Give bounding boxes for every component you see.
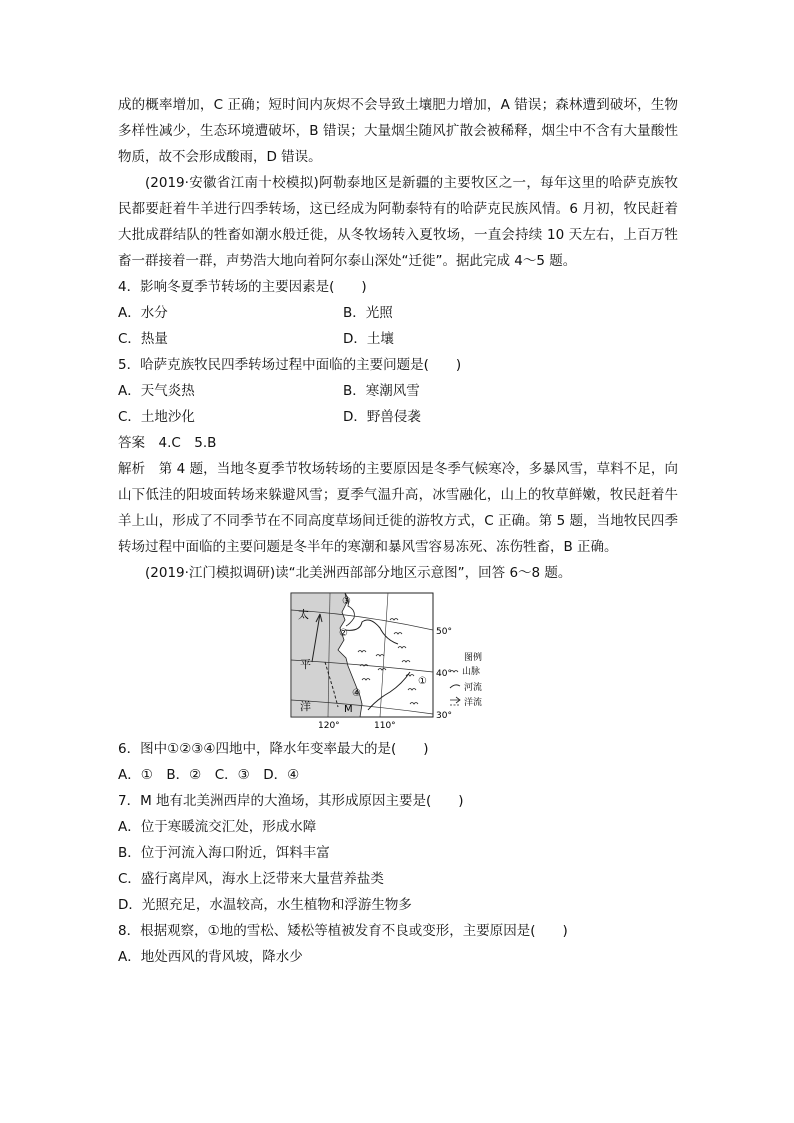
q5-option-b: B．寒潮风雪 (343, 383, 420, 399)
legend-river: 河流 (464, 683, 483, 693)
legend-title: 图例 (464, 653, 483, 663)
q5-options-row1 (118, 378, 678, 404)
lon-label-110: 110° (374, 721, 396, 730)
q5-stem: 5．哈萨克族牧民四季转场过程中面临的主要问题是( ) (118, 357, 462, 373)
q6-options: A．① B．② C．③ D．④ (118, 767, 300, 783)
q5-option-a: A．天气炎热 (118, 383, 195, 399)
q8-option-a: A．地处西风的背风坡，降水少 (118, 949, 303, 965)
q5-option-c: C．土地沙化 (118, 409, 195, 425)
q4-option-c: C．热量 (118, 331, 168, 347)
q7-option-d: D．光照充足，水温较高，水生植物和浮游生物多 (118, 897, 412, 913)
q7-option-b: B．位于河流入海口附近，饵料丰富 (118, 845, 330, 861)
q6-stem: 6．图中①②③④四地中，降水年变率最大的是( ) (118, 741, 429, 757)
document-page (118, 92, 678, 970)
lon-label-120: 120° (318, 721, 340, 730)
map-svg (290, 592, 510, 730)
lat-label-30: 30° (436, 711, 452, 721)
ocean-char-3: 洋 (300, 700, 311, 713)
q7-option-a: A．位于寒暖流交汇处，形成水障 (118, 819, 317, 835)
legend-river-icon (450, 685, 460, 688)
lat-label-40: 40° (436, 669, 452, 679)
q4-option-a: A．水分 (118, 305, 168, 321)
q5-option-d: D．野兽侵袭 (343, 409, 421, 425)
legend-current: 洋流 (464, 698, 483, 708)
intro-paragraph: 成的概率增加，C 正确；短时间内灰烬不会导致土壤肥力增加，A 错误；森林遭到破坏，生物多样性减少，生态环境遭破坏，B 错误；大量烟尘随风扩散会被稀释，烟尘中不含有大量酸性物质，故不会形成酸雨，D 错误。 (118, 97, 678, 165)
q4-options-row2 (118, 326, 678, 352)
q4-options-row1 (118, 300, 678, 326)
point-2: ② (339, 628, 348, 639)
ocean-char-2: 平 (300, 658, 311, 671)
point-4: ④ (352, 688, 361, 699)
legend-current-icon (450, 697, 460, 703)
lat-label-50: 50° (436, 627, 452, 637)
q8-stem: 8．根据观察，①地的雪松、矮松等植被发育不良或变形，主要原因是( ) (118, 923, 568, 939)
answer-line: 答案 4.C 5.B (118, 435, 217, 451)
material-1: (2019·安徽省江南十校模拟)阿勒泰地区是新疆的主要牧区之一，每年这里的哈萨克族牧民都要赶着牛羊进行四季转场，这已经成为阿勒泰特有的哈萨克民族风情。6 月初，牧民赶着大批成群结队的牲畜如潮水般迁徙，从冬牧场转入夏牧场，一直会持续 10 天左右，上百万牲畜一群接着一群，声势浩大地向着阿尔泰山深处“迁徙”。据此完成 4～5 题。 (118, 175, 678, 269)
q7-option-c: C．盛行离岸风，海水上泛带来大量营养盐类 (118, 871, 384, 887)
point-3: ③ (342, 596, 351, 607)
ocean-char-1: 太 (298, 608, 309, 621)
q4-option-d: D．土壤 (343, 331, 394, 347)
q7-stem: 7．M 地有北美洲西岸的大渔场，其形成原因主要是( ) (118, 793, 464, 809)
material-2: (2019·江门模拟调研)读“北美洲西部部分地区示意图”，回答 6～8 题。 (145, 565, 572, 581)
point-1: ① (418, 676, 427, 687)
q4-option-b: B．光照 (343, 305, 393, 321)
analysis-paragraph: 解析 第 4 题，当地冬夏季节牧场转场的主要原因是冬季气候寒冷，多暴风雪，草料不足，向山下低洼的阳坡面转场来躲避风雪；夏季气温升高，冰雪融化，山上的牧草鲜嫩，牧民赶着牛羊上山，形成了不同季节在不同高度草场间迁徙的游牧方式，C 正确。第 5 题，当地牧民四季转场过程中面临的主要问题是冬半年的寒潮和暴风雪容易冻死、冻伤牲畜，B 正确。 (118, 461, 678, 555)
q4-stem: 4．影响冬夏季节转场的主要因素是( ) (118, 279, 367, 295)
north-america-west-map (290, 592, 510, 730)
legend-mountain: 山脉 (462, 667, 481, 677)
point-m: M (344, 704, 353, 715)
q5-options-row2 (118, 404, 678, 430)
